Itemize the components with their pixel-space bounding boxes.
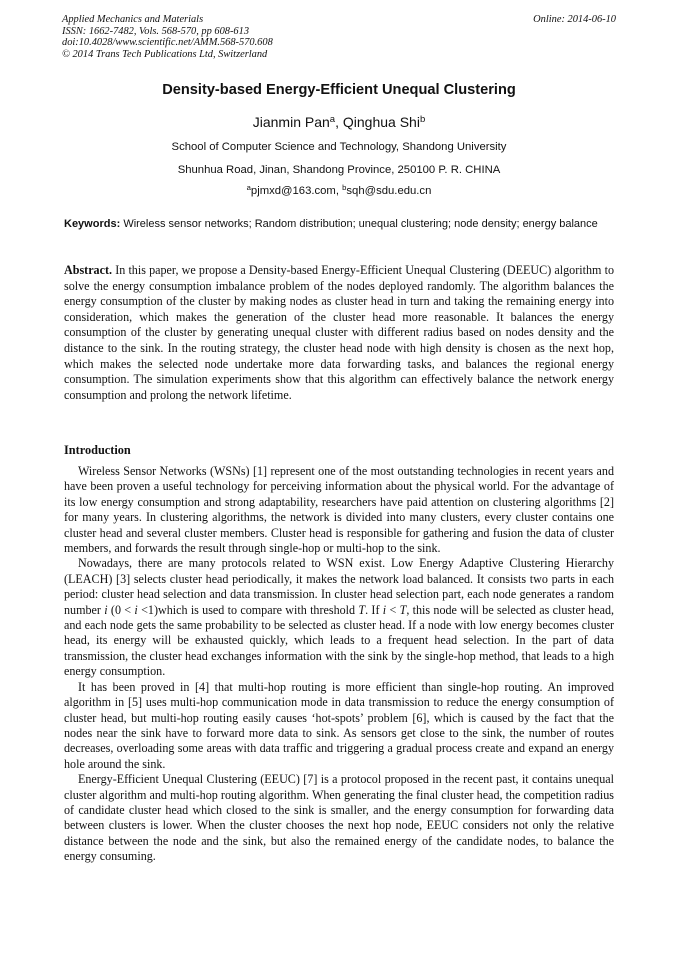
email-marker: b <box>342 182 347 192</box>
author-separator: , <box>335 114 343 130</box>
math-variable: T <box>399 602 407 617</box>
journal-header <box>62 14 616 60</box>
text-run: Nowadays, there are many protocols related to WSN exist. Low Energy Adaptive Clustering Hierarchy (LEACH) [3] selects cluster head periodically, it makes the network load balanced. It consists two parts in each period: cluster head selection and data transmission. In cluster head selection part, each node generates a random number <box>64 556 614 617</box>
paragraph: Energy-Efficient Unequal Clustering (EEUC) [7] is a protocol proposed in the recent past, it contains unequal cluster algorithm and multi-hop routing algorithm. When generating the final cluster head, the competition radius of candidate cluster head which closed to the sink is smaller, and the energy consumption for forwarding data between clusters is lower. When the cluster chooses the next hop node, EEUC considers not only the relative distance between the node and the sink, but also the remained energy of the candidate nodes, to balance the energy consuming. <box>64 772 614 864</box>
math-variable: T <box>358 602 366 617</box>
text-run: <1)which is used to compare with threshold <box>137 602 359 617</box>
address-line: Shunhua Road, Jinan, Shandong Province, 250100 P. R. CHINA <box>177 164 501 176</box>
paragraph <box>64 556 614 679</box>
body-text <box>64 464 614 865</box>
math-variable: i <box>134 602 138 617</box>
paragraph: It has been proved in [4] that multi-hop routing is more efficient than single-hop routing. An improved algorithm in [5] uses multi-hop communication mode in data transmission to reduce the energy consumption of cluster head, but multi-hop routing easily causes ‘hot-spots’ problem [6], which is caused by the fact that the nodes near the sink have to forward more data to sink. As sensors get close to the sink, the number of routes decreases, overloading some areas with data traffic and triggering a gradual process create and expand an energy hole around the sink. <box>64 679 614 771</box>
author-line <box>0 114 678 130</box>
keywords-text: Wireless sensor networks; Random distribution; unequal clustering; node density; energy balance <box>123 218 598 230</box>
text-run: . If <box>365 602 383 617</box>
email-address: pjmxd@163.com <box>250 185 336 197</box>
text-run: , this node will be selected as cluster head, and each node gets the same probability to be selected as cluster head. If a node with low energy becomes cluster head, its energy will be exhausted quickly, which leads to a frequent head selection. In the part of data transmission, the cluster head exchanges information with the sink by the single-hop method, that leads to a high energy consumption. <box>64 602 615 679</box>
section-heading: Introduction <box>64 443 131 457</box>
email-line <box>0 182 678 197</box>
abstract-block <box>64 263 614 403</box>
keywords-label: Keywords: <box>64 218 121 230</box>
abstract-label: Abstract. <box>64 263 113 277</box>
affiliation-line: School of Computer Science and Technology, Shandong University <box>171 141 507 153</box>
math-variable: i <box>104 602 108 617</box>
author-affil-marker: a <box>329 113 336 125</box>
email-separator: , <box>335 185 343 197</box>
author-name: Qinghua Shi <box>342 114 420 130</box>
paragraph: Wireless Sensor Networks (WSNs) [1] represent one of the most outstanding technologies in recent years and have been proven a useful technology for perceiving information about the physical world. For the advantage of its low energy consumption and strong adaptability, researchers have paid attention on clustering algorithms [2] for many years. In clustering algorithms, the network is divided into many clusters, every cluster contains one cluster head and several cluster members. Cluster head is responsible for gathering and fusion the data of cluster members, and forwards the result through single-hop or multi-hop to the sink. <box>64 464 614 556</box>
keywords-block <box>64 218 614 232</box>
copyright-line: © 2014 Trans Tech Publications Ltd, Switzerland <box>62 48 268 60</box>
abstract-text: In this paper, we propose a Density-based Energy-Efficient Unequal Clustering (DEEUC) algorithm to solve the energy consumption imbalance problem of the nodes deployed randomly. The algorithm balances the energy consumption of the cluster by making nodes as cluster head in turn and taking the remaining energy into consideration, which makes the generation of the cluster head more reasonable. It balances the energy consumption of the cluster by generating unequal cluster with different radius based on nodes density and the distance to the sink. In the routing strategy, the cluster head node with high density is chosen as the next hop, which makes the selected node undertake more data forwarding tasks, and balances the regional energy consumption. The simulation experiments show that this algorithm can effectively balance the network energy consumption and prolong the network lifetime. <box>64 263 614 402</box>
issn-line: ISSN: 1662-7482, Vols. 568-570, pp 608-613 <box>62 25 250 37</box>
email-marker: a <box>246 182 251 192</box>
author-name: Jianmin Pan <box>252 114 330 130</box>
text-run: < <box>386 602 400 617</box>
doi-line: doi:10.4028/www.scientific.net/AMM.568-570.608 <box>62 37 273 49</box>
text-run: (0 < <box>107 602 135 617</box>
email-address: sqh@sdu.edu.cn <box>346 185 432 197</box>
online-date: Online: 2014-06-10 <box>533 14 616 25</box>
author-affil-marker: b <box>419 113 426 125</box>
math-variable: i <box>382 602 387 617</box>
journal-name: Applied Mechanics and Materials <box>62 14 204 25</box>
paper-title: Density-based Energy-Efficient Unequal Clustering <box>162 82 516 98</box>
